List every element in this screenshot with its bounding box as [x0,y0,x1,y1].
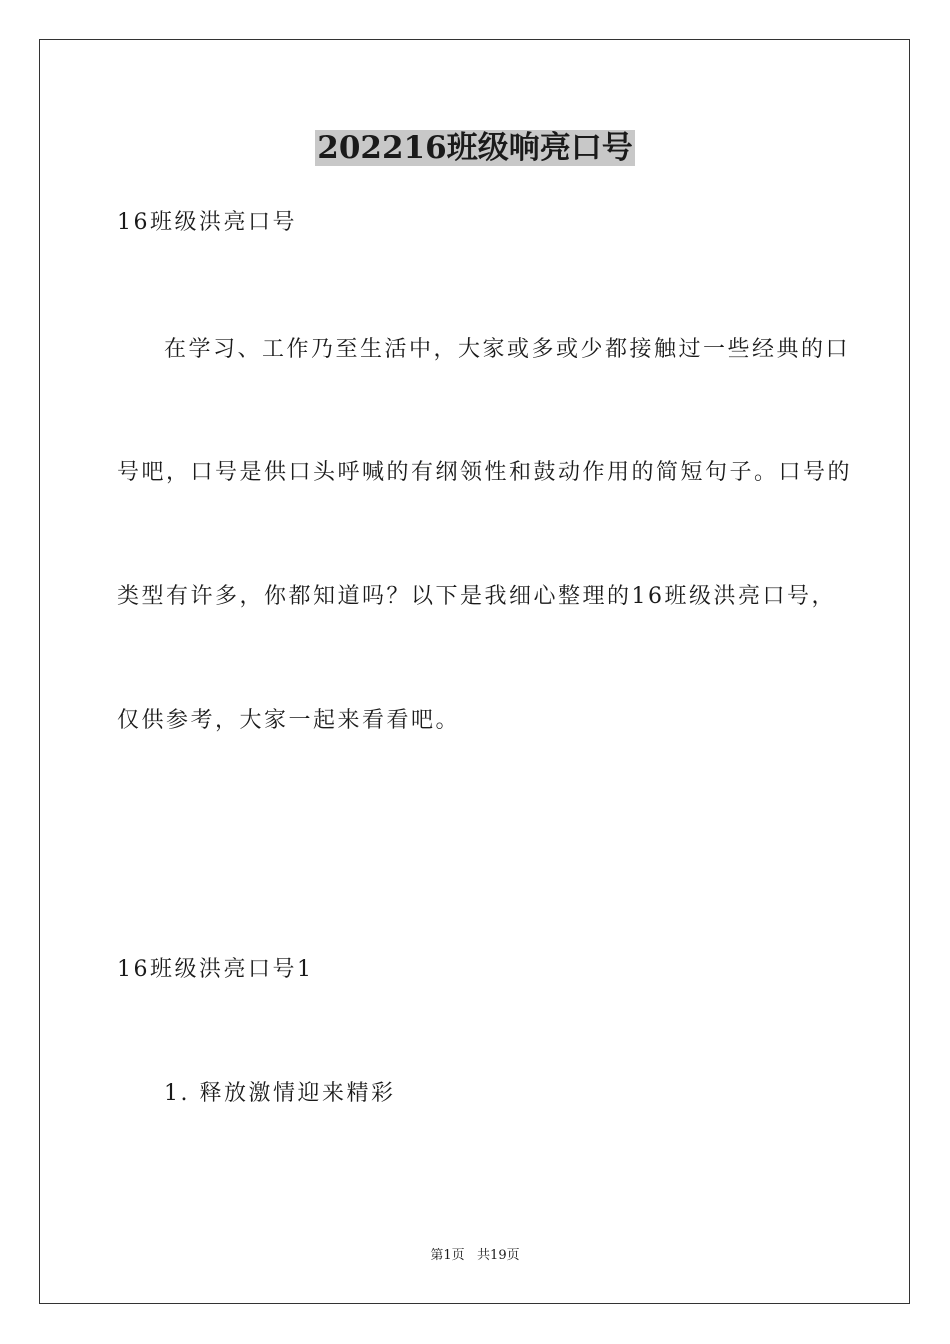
section-heading: 16班级洪亮口号1 [117,957,314,982]
intro-paragraph-line: 仅供参考，大家一起来看看吧。 [117,708,461,733]
intro-paragraph-line: 类型有许多，你都知道吗？以下是我细心整理的16班级洪亮口号， [117,584,836,609]
document-title-text: 202216班级响亮口号 [317,130,633,166]
intro-paragraph-line: 号吧，口号是供口头呼喊的有纲领性和鼓动作用的简短句子。口号的 [117,460,853,485]
intro-paragraph-line: 在学习、工作乃至生活中，大家或多或少都接触过一些经典的口 [164,337,851,362]
page-number-footer: 第1页 共19页 [430,1248,520,1263]
document-subtitle: 16班级洪亮口号 [117,210,297,235]
list-item: 1. 释放激情迎来精彩 [164,1081,396,1106]
document-title [0,128,950,168]
